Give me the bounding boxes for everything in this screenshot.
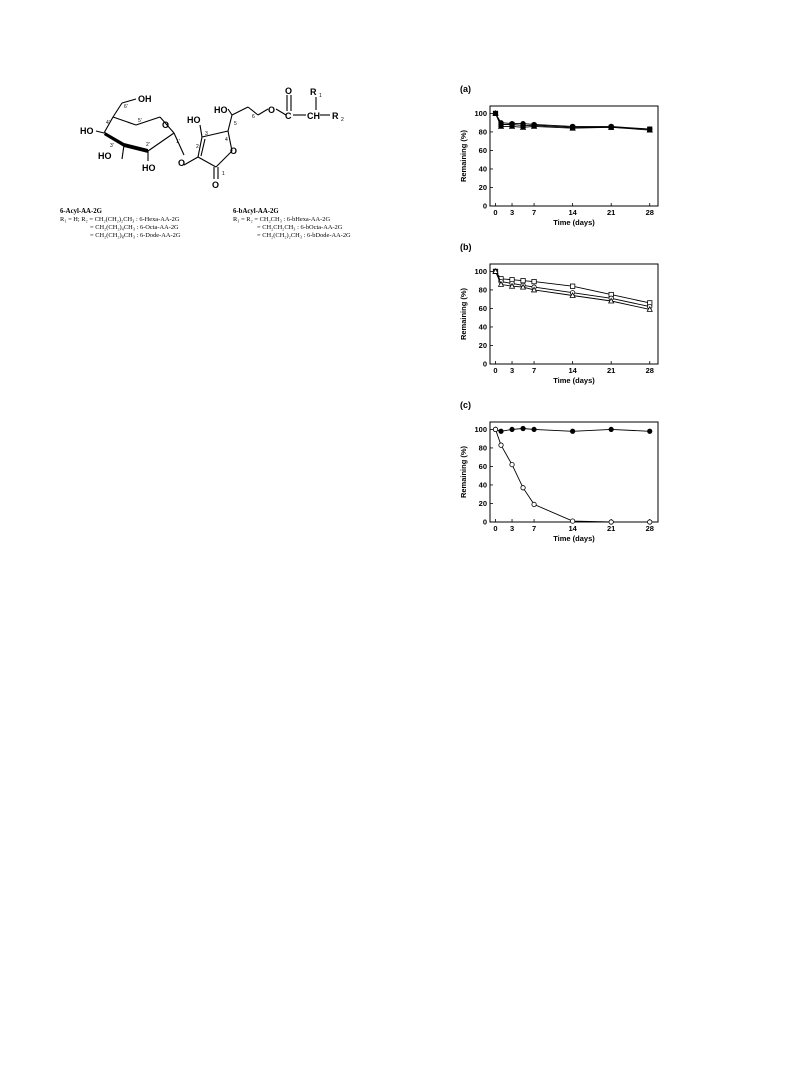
series-2-point <box>609 520 613 524</box>
legend-bacyl-line-3: = CH₂(CH₂)₂CH₃ : 6-bDode-AA-2G <box>257 232 351 239</box>
y-tick-label: 80 <box>478 443 487 453</box>
legend-bacyl-line-1: R₁ = R₂ = CH₂CH₃ : 6-bHexa-AA-2G <box>233 216 331 223</box>
y-tick-label: 20 <box>478 341 487 351</box>
chart-panel-a <box>450 80 680 235</box>
plot-frame <box>490 264 658 364</box>
y-axis-label: Remaining (%) <box>459 287 468 341</box>
label-4p: 4' <box>106 120 110 126</box>
series-2-line <box>496 271 650 306</box>
series-2-point <box>532 502 536 506</box>
series-1-point <box>521 278 525 282</box>
x-tick-label: 0 <box>493 366 498 375</box>
panel-label: (b) <box>460 242 472 252</box>
x-tick-label: 3 <box>509 524 515 533</box>
series-1-point <box>532 279 536 283</box>
legend-acyl-line-3: = CH₂(CH₂)₈CH₃ : 6-Dode-AA-2G <box>90 232 181 239</box>
legend-acyl-title: 6-Acyl-AA-2G <box>60 208 102 215</box>
label-o-ring: O <box>162 120 170 130</box>
label-ho-5: HO <box>214 105 228 115</box>
y-tick-label: 80 <box>478 127 487 137</box>
series-1-point <box>532 427 536 431</box>
y-tick-label: 40 <box>478 322 487 332</box>
x-tick-label: 28 <box>645 208 654 217</box>
x-tick-label: 7 <box>531 366 537 375</box>
x-axis-label: Time (days) <box>553 376 595 385</box>
x-tick-label: 21 <box>607 524 616 533</box>
series-1-point <box>510 427 514 431</box>
label-o-link: O <box>178 158 186 168</box>
y-tick-label: 40 <box>478 480 487 490</box>
label-r1-sub: 1 <box>319 93 322 99</box>
x-tick-label: 14 <box>568 366 577 375</box>
x-tick-label: 21 <box>607 366 616 375</box>
label-c2: 2 <box>196 144 199 150</box>
label-1p: 1' <box>176 139 180 145</box>
series-1-point <box>609 427 613 431</box>
label-o-lactone: O <box>230 146 238 156</box>
label-c6: 6 <box>252 114 255 120</box>
y-tick-label: 100 <box>474 425 487 435</box>
label-5p: 5' <box>138 118 142 124</box>
y-tick-label: 40 <box>478 164 487 174</box>
chart-panel-b <box>450 238 680 393</box>
label-c1: 1 <box>222 171 225 177</box>
panel-label: (a) <box>460 84 471 94</box>
label-ho-3p: HO <box>98 151 112 161</box>
label-c3: 3 <box>205 131 208 137</box>
x-tick-label: 0 <box>493 524 498 533</box>
legend-acyl-line-2: = CH₂(CH₂)₄CH₃ : 6-Octa-AA-2G <box>90 224 179 231</box>
label-oh-6p: OH <box>138 94 152 104</box>
legend-bacyl-title: 6-bAcyl-AA-2G <box>233 208 279 215</box>
label-o-carbonyl: O <box>212 180 220 190</box>
y-tick-label: 0 <box>482 517 487 527</box>
x-tick-label: 3 <box>509 208 515 217</box>
y-axis-label: Remaining (%) <box>459 129 468 183</box>
series-2-line <box>496 429 650 522</box>
label-ch: CH <box>307 111 320 121</box>
panel-label: (c) <box>460 400 471 410</box>
x-tick-label: 7 <box>531 208 537 217</box>
x-tick-label: 28 <box>645 366 654 375</box>
y-tick-label: 100 <box>474 109 487 119</box>
label-c5: 5 <box>234 121 237 127</box>
y-tick-label: 60 <box>478 462 487 472</box>
series-1-point <box>499 429 503 433</box>
x-tick-label: 7 <box>531 524 537 533</box>
label-ho-2p: HO <box>142 163 156 173</box>
x-axis-label: Time (days) <box>553 218 595 227</box>
series-1-point <box>570 429 574 433</box>
label-2p: 2' <box>146 142 150 148</box>
y-tick-label: 20 <box>478 183 487 193</box>
plot-frame <box>490 106 658 206</box>
label-6p: 6' <box>124 104 128 110</box>
series-2-point <box>499 443 503 447</box>
series-2-point <box>510 462 514 466</box>
chart-panel-c <box>450 396 680 551</box>
label-r1: R <box>310 87 317 97</box>
series-2-point <box>521 486 525 490</box>
label-r2: R <box>332 111 339 121</box>
series-1-point <box>648 429 652 433</box>
y-tick-label: 100 <box>474 267 487 277</box>
x-tick-label: 21 <box>607 208 616 217</box>
series-1-point <box>521 426 525 430</box>
label-o-ester: O <box>268 105 276 115</box>
series-1-point <box>570 284 574 288</box>
x-tick-label: 14 <box>568 524 577 533</box>
legend-bacyl <box>233 208 351 240</box>
x-tick-label: 3 <box>509 366 515 375</box>
x-tick-label: 0 <box>493 208 498 217</box>
x-tick-label: 14 <box>568 208 577 217</box>
label-3p: 3' <box>110 143 114 149</box>
series-2-point <box>648 520 652 524</box>
series-2-point <box>570 519 574 523</box>
y-tick-label: 20 <box>478 499 487 509</box>
y-tick-label: 60 <box>478 146 487 156</box>
x-tick-label: 28 <box>645 524 654 533</box>
chemical-structure <box>50 85 410 215</box>
x-axis-label: Time (days) <box>553 534 595 543</box>
y-axis-label: Remaining (%) <box>459 445 468 499</box>
legend-acyl <box>60 208 180 240</box>
label-o-acyl: O <box>285 86 293 96</box>
series-2-point <box>493 427 497 431</box>
y-tick-label: 0 <box>482 359 487 369</box>
label-ho-4p: HO <box>80 126 94 136</box>
legend-acyl-line-1: R₁ = H; R₂ = CH₂(CH₂)₂CH₃ : 6-Hexa-AA-2G <box>60 216 180 223</box>
label-c4: 4 <box>225 137 228 143</box>
label-c-acyl: C <box>285 111 292 121</box>
y-tick-label: 80 <box>478 285 487 295</box>
legend-bacyl-line-2: = CH₂CH₂CH₃ : 6-bOcta-AA-2G <box>257 224 343 231</box>
label-ho-3: HO <box>187 115 201 125</box>
y-tick-label: 60 <box>478 304 487 314</box>
label-r2-sub: 2 <box>341 117 344 123</box>
y-tick-label: 0 <box>482 201 487 211</box>
